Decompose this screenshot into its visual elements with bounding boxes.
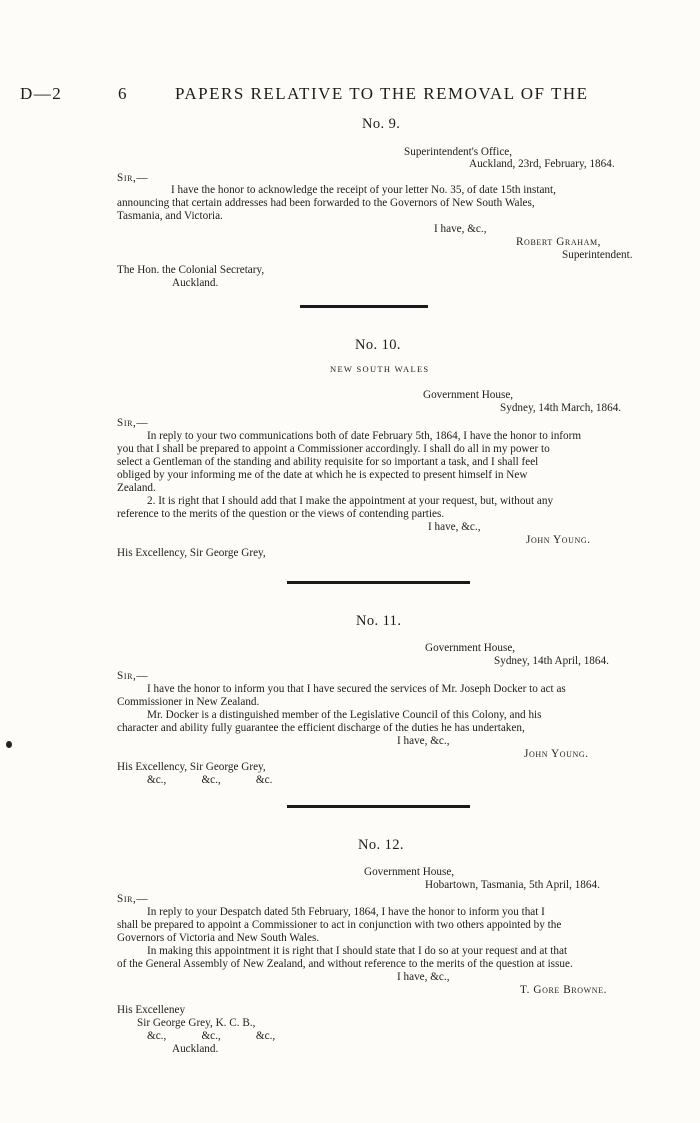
ink-spot — [6, 741, 12, 748]
body-line: character and ability fully guarantee the efficient discharge of the duties he has undertaken, — [117, 722, 525, 734]
addressee-line: His Excelleney — [117, 1004, 186, 1016]
body-line: reference to the merits of the question or the views of contending parties. — [117, 508, 445, 520]
letter-number: No. 9. — [362, 116, 401, 132]
signature-title: Superintendent. — [562, 249, 633, 261]
body-line: shall be prepared to appoint a Commissioner to act in conjunction with two others appointed by the — [117, 919, 562, 931]
addressee-line: &c., &c., &c. — [147, 774, 273, 786]
salutation: Sir,— — [117, 670, 149, 682]
letter-body — [117, 683, 639, 735]
body-line: I have the honor to acknowledge the receipt of your letter No. 35, of date 15th instant, — [171, 184, 556, 196]
body-line: Commissioner in New Zealand. — [117, 696, 260, 708]
body-line: 2. It is right that I should add that I make the appointment at your request, but, without any — [147, 495, 554, 507]
addressee-line: Auckland. — [172, 277, 219, 289]
sender-date: Hobartown, Tasmania, 5th April, 1864. — [425, 879, 600, 891]
signature: Robert Graham, — [516, 236, 602, 248]
body-line: I have the honor to inform you that I have secured the services of Mr. Joseph Docker to act as — [147, 683, 566, 695]
section-divider — [287, 581, 470, 584]
sender-address: Superintendent's Office, — [404, 146, 513, 158]
letter-body — [117, 906, 639, 971]
section-divider — [300, 305, 428, 308]
signature: T. Gore Browne. — [520, 984, 608, 996]
signature: John Young. — [524, 748, 589, 760]
body-line: Governors of Victoria and New South Wales. — [117, 932, 320, 944]
body-line: Tasmania, and Victoria. — [117, 210, 223, 222]
closing: I have, &c., — [428, 521, 481, 533]
salutation: Sir,— — [117, 172, 149, 184]
addressee-line: Auckland. — [172, 1043, 219, 1055]
letter-body — [117, 184, 639, 223]
closing: I have, &c., — [397, 971, 450, 983]
closing: I have, &c., — [397, 735, 450, 747]
sender-date: Auckland, 23rd, February, 1864. — [469, 158, 615, 170]
addressee-line: The Hon. the Colonial Secretary, — [117, 264, 265, 276]
sender-address: Government House, — [364, 866, 455, 878]
body-line: obliged by your informing me of the date at which he is expected to present himself in New — [117, 469, 528, 481]
body-line: In reply to your two communications both of date February 5th, 1864, I have the honor to inform — [147, 430, 582, 442]
salutation: Sir,— — [117, 893, 149, 905]
closing: I have, &c., — [434, 223, 487, 235]
section-divider — [287, 805, 470, 808]
body-line: you that I shall be prepared to appoint a Commissioner accordingly. I shall do all in my power to — [117, 443, 550, 455]
page-number: 6 — [118, 84, 128, 103]
subheading: NEW SOUTH WALES — [330, 364, 430, 374]
body-line: In making this appointment it is right that I should state that I do so at your request and at that — [147, 945, 568, 957]
signature: John Young. — [526, 534, 591, 546]
letter-body — [117, 430, 639, 521]
body-line: Zealand. — [117, 482, 156, 494]
sender-address: Government House, — [425, 642, 516, 654]
body-line: announcing that certain addresses had been forwarded to the Governors of New South Wales, — [117, 197, 535, 209]
addressee-line: His Excellency, Sir George Grey, — [117, 761, 266, 773]
sender-date: Sydney, 14th March, 1864. — [500, 402, 622, 414]
addressee-line: Sir George Grey, K. C. B., — [137, 1017, 256, 1029]
salutation: Sir,— — [117, 417, 149, 429]
page-title: PAPERS RELATIVE TO THE REMOVAL OF THE — [175, 84, 589, 103]
addressee-line: His Excellency, Sir George Grey, — [117, 547, 266, 559]
letter-number: No. 10. — [355, 337, 401, 353]
body-line: Mr. Docker is a distinguished member of the Legislative Council of this Colony, and his — [147, 709, 542, 721]
addressee-line: &c., &c., &c., — [147, 1030, 276, 1042]
body-line: In reply to your Despatch dated 5th February, 1864, I have the honor to inform you that I — [147, 906, 545, 918]
sender-date: Sydney, 14th April, 1864. — [494, 655, 609, 667]
letter-number: No. 11. — [356, 613, 402, 629]
document-code: D—2 — [20, 84, 63, 103]
letter-number: No. 12. — [358, 837, 404, 853]
body-line: of the General Assembly of New Zealand, and without reference to the merits of the question at issue. — [117, 958, 573, 970]
sender-address: Government House, — [423, 389, 514, 401]
body-line: select a Gentleman of the standing and ability requisite for so important a task, and I shall feel — [117, 456, 539, 468]
